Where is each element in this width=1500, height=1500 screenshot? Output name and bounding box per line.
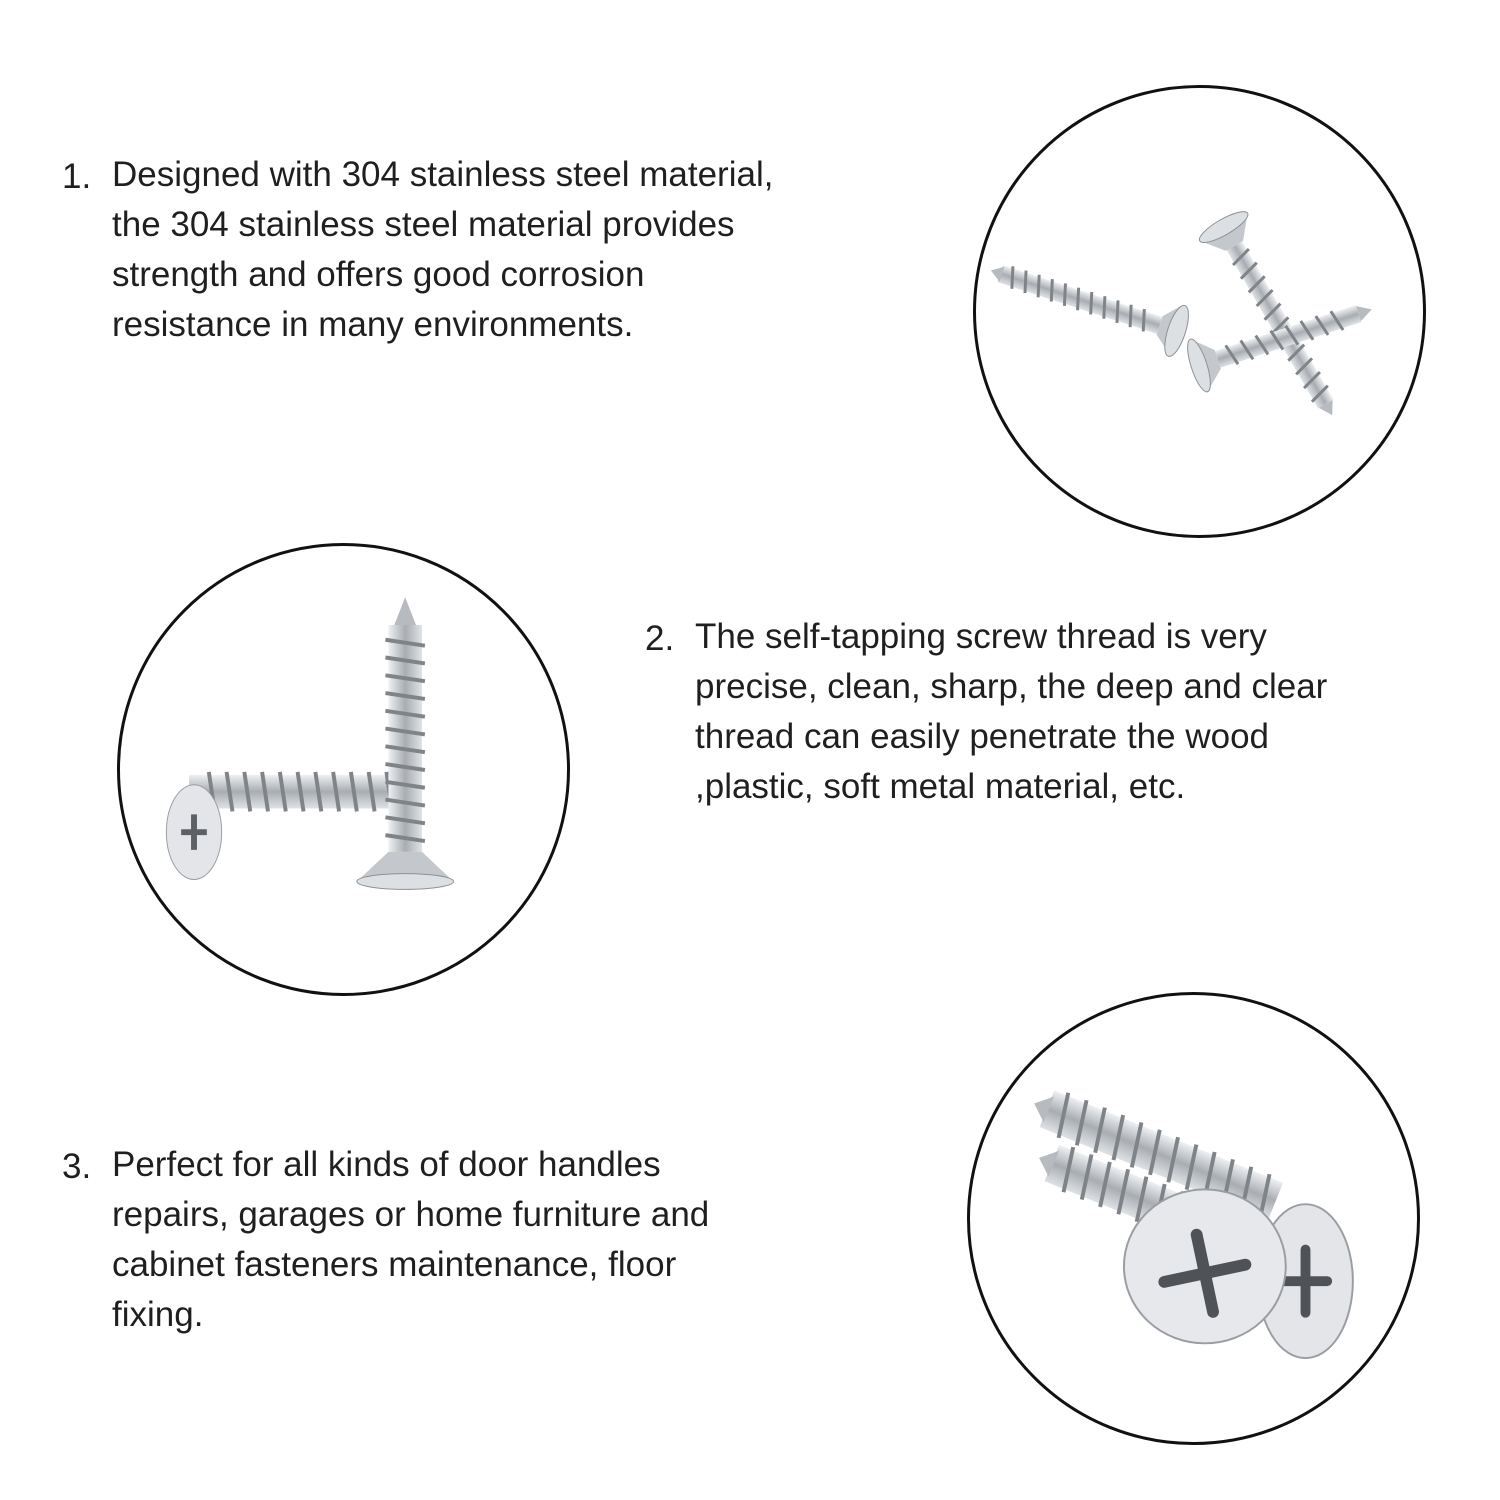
feature-3-line-3: cabinet fasteners maintenance, floor: [112, 1245, 677, 1284]
feature-3: [62, 1140, 922, 1350]
standing-and-lying-screws-image: [120, 546, 567, 993]
feature-2-line-2: precise, clean, sharp, the deep and clear: [695, 667, 1328, 706]
crossed-screws-image: [976, 88, 1423, 535]
feature-2-line-4: ,plastic, soft metal material, etc.: [695, 767, 1186, 806]
feature-1: [62, 150, 922, 360]
feature-3-number: 3.: [62, 1147, 92, 1186]
screws-photo-circle-2: [117, 543, 570, 996]
screws-photo-circle-3: [967, 992, 1420, 1445]
feature-1-number: 1.: [62, 157, 92, 196]
feature-2-number: 2.: [645, 619, 675, 658]
feature-2-line-3: thread can easily penetrate the wood: [695, 717, 1269, 756]
screws-photo-circle-1: [973, 85, 1426, 538]
feature-2-line-1: The self-tapping screw thread is very: [695, 617, 1267, 656]
feature-3-line-2: repairs, garages or home furniture and: [112, 1195, 710, 1234]
feature-3-line-1: Perfect for all kinds of door handles: [112, 1145, 661, 1184]
feature-1-line-3: strength and offers good corrosion: [112, 255, 645, 294]
feature-3-line-4: fixing.: [112, 1295, 204, 1334]
feature-1-line-2: the 304 stainless steel material provides: [112, 205, 735, 244]
feature-1-line-1: Designed with 304 stainless steel material,: [112, 155, 774, 194]
feature-1-line-4: resistance in many environments.: [112, 305, 634, 344]
feature-2: [645, 612, 1485, 822]
screw-heads-closeup-image: [970, 995, 1417, 1442]
